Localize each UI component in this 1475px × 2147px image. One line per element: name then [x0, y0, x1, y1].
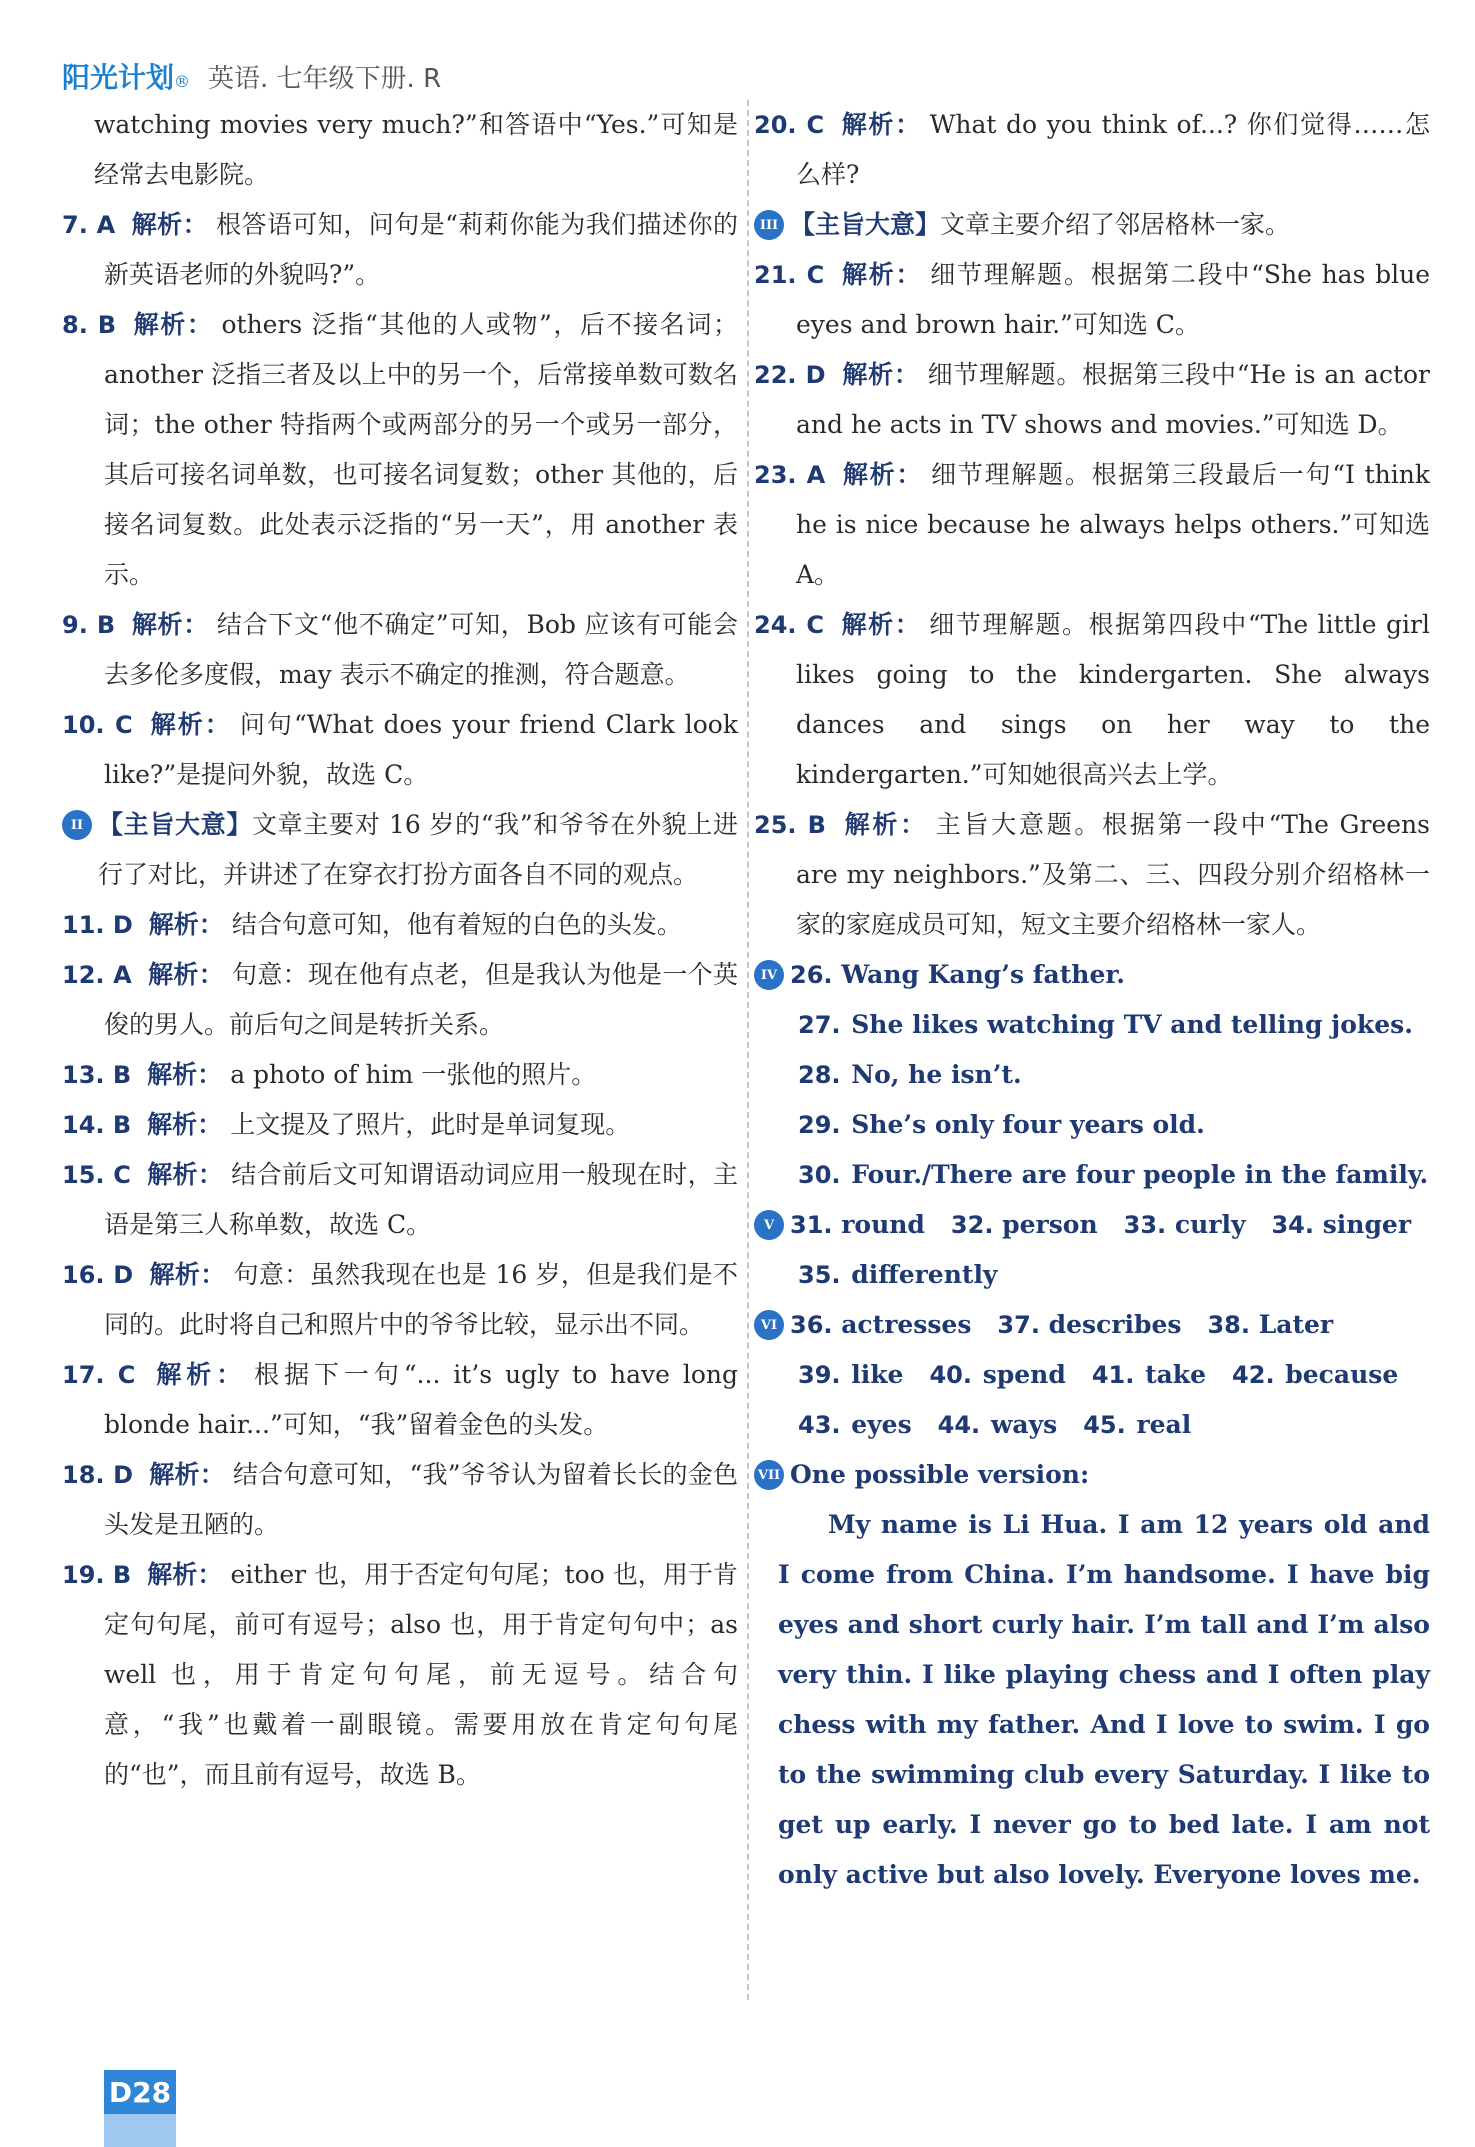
roman-numeral-4-badge: IV	[754, 960, 784, 990]
answer-item-21: 21. C 解析： 细节理解题。根据第二段中“She has blue eyes and brown hair.”可知选 C。	[754, 260, 1430, 339]
answer-item-15: 15. C 解析： 结合前后文可知谓语动词应用一般现在时，主语是第三人称单数，故选 C。	[62, 1160, 738, 1239]
main-idea-tag: 【主旨大意】	[98, 810, 253, 839]
answer-item-23: 23. A 解析： 细节理解题。根据第三段最后一句“I think he is nice because he always helps others.”可知选 A。	[754, 460, 1430, 589]
answer-item-19: 19. B 解析： either 也，用于否定句句尾；too 也，用于肯定句句尾，前可有逗号；also 也，用于肯定句句中；as well 也，用于肯定句句尾，前无逗号。结合句意，“我”也戴着一副眼镜。需要用放在肯定句句尾的“也”，而且前有逗号，故选 B。	[62, 1560, 738, 1789]
main-idea-text: 文章主要介绍了邻居格林一家。	[940, 210, 1291, 239]
column-divider	[747, 100, 749, 2000]
answer-line-35: 35. differently	[798, 1260, 998, 1289]
answer-item-20: 20. C 解析： What do you think of...? 你们觉得……怎么样?	[754, 110, 1430, 189]
section-6	[754, 1300, 1430, 1350]
answer-item-24: 24. C 解析： 细节理解题。根据第四段中“The little girl likes going to the kindergarten. She always dances and sings on her way to the kindergarten.”可知她很高兴去上学。	[754, 610, 1430, 789]
section-5	[754, 1200, 1430, 1250]
roman-numeral-7-badge: VII	[754, 1460, 784, 1490]
section-7	[754, 1450, 1430, 1500]
answer-item-18: 18. D 解析： 结合句意可知，“我”爷爷认为留着长长的金色头发是丑陋的。	[62, 1460, 738, 1539]
registered-mark: ®	[174, 72, 191, 91]
roman-numeral-5-badge: V	[754, 1210, 784, 1240]
answer-item-22: 22. D 解析： 细节理解题。根据第三段中“He is an actor and he acts in TV shows and movies.”可知选 D。	[754, 360, 1430, 439]
intro-text: watching movies very much?”和答语中“Yes.”可知是经常去电影院。	[94, 110, 738, 189]
answer-item-25: 25. B 解析： 主旨大意题。根据第一段中“The Greens are my neighbors.”及第二、三、四段分别介绍格林一家的家庭成员可知，短文主要介绍格林一家人。	[754, 810, 1430, 939]
sample-essay: My name is Li Hua. I am 12 years old and I come from China. I’m handsome. I have big eyes and short curly hair. I’m tall and I’m also very thin. I like playing chess and I often play chess with my father. And I love to swim. I go to the swimming club every Saturday. I like to get up early. I never go to bed late. I am not only active but also lovely. Everyone loves me.	[778, 1510, 1430, 1889]
answer-item-12: 12. A 解析： 句意：现在他有点老，但是我认为他是一个英俊的男人。前后句之间是转折关系。	[62, 960, 738, 1039]
main-idea-text: 文章主要对 16 岁的“我”和爷爷在外貌上进行了对比，并讲述了在穿衣打扮方面各自不同的观点。	[98, 810, 738, 889]
right-column	[754, 100, 1430, 1900]
roman-numeral-6-badge: VI	[754, 1310, 784, 1340]
answer-item-14: 14. B 解析： 上文提及了照片，此时是单词复现。	[62, 1110, 631, 1139]
answer-item-26: 26. Wang Kang’s father.	[790, 960, 1125, 989]
roman-numeral-3-badge: III	[754, 210, 784, 240]
answer-item-10: 10. C 解析： 问句“What does your friend Clark look like?”是提问外貌，故选 C。	[62, 710, 738, 789]
answer-item-29: 29. She’s only four years old.	[798, 1110, 1205, 1139]
brand-logo-text: 阳光计划	[62, 61, 175, 94]
answer-item-13: 13. B 解析： a photo of him 一张他的照片。	[62, 1060, 597, 1089]
answer-item-30: 30. Four./There are four people in the family.	[798, 1160, 1429, 1189]
answer-item-7: 7. A 解析： 根答语可知，问句是“莉莉你能为我们描述你的新英语老师的外貌吗?”。	[62, 210, 738, 289]
answer-item-9: 9. B 解析： 结合下文“他不确定”可知，Bob 应该有可能会去多伦多度假，may 表示不确定的推测，符合题意。	[62, 610, 738, 689]
section-3	[754, 200, 1430, 250]
writing-title: One possible version:	[790, 1460, 1090, 1489]
page-number-band	[104, 2114, 176, 2147]
section-4	[754, 950, 1430, 1000]
section-2	[62, 800, 738, 900]
answer-item-27: 27. She likes watching TV and telling jokes.	[798, 1010, 1413, 1039]
book-title: 英语. 七年级下册. R	[208, 64, 442, 94]
main-idea-tag: 【主旨大意】	[790, 210, 941, 239]
answer-item-28: 28. No, he isn’t.	[798, 1060, 1022, 1089]
left-column	[62, 100, 738, 1800]
answer-line-31-34: 31. round 32. person 33. curly 34. singer	[790, 1210, 1412, 1239]
answer-item-8: 8. B 解析： others 泛指“其他的人或物”，后不接名词；another 泛指三者及以上中的另一个，后常接单数可数名词；the other 特指两个或两部分的另一个或另一部分，其后可接名词单数，也可接名词复数；other 其他的，后接名词复数。此处表示泛指的“另一天”，用 another 表示。	[62, 310, 738, 589]
roman-numeral-2-badge: II	[62, 810, 92, 840]
answer-item-11: 11. D 解析： 结合句意可知，他有着短的白色的头发。	[62, 910, 682, 939]
answer-line-39-42: 39. like 40. spend 41. take 42. because	[798, 1360, 1399, 1389]
page-header	[62, 56, 441, 102]
answer-item-17: 17. C 解析： 根据下一句“... it’s ugly to have long blonde hair...”可知，“我”留着金色的头发。	[62, 1360, 738, 1439]
page-number: D28	[104, 2070, 176, 2114]
answer-item-16: 16. D 解析： 句意：虽然我现在也是 16 岁，但是我们是不同的。此时将自己和照片中的爷爷比较，显示出不同。	[62, 1260, 738, 1339]
answer-line-36-38: 36. actresses 37. describes 38. Later	[790, 1310, 1334, 1339]
answer-line-43-45: 43. eyes 44. ways 45. real	[798, 1410, 1192, 1439]
